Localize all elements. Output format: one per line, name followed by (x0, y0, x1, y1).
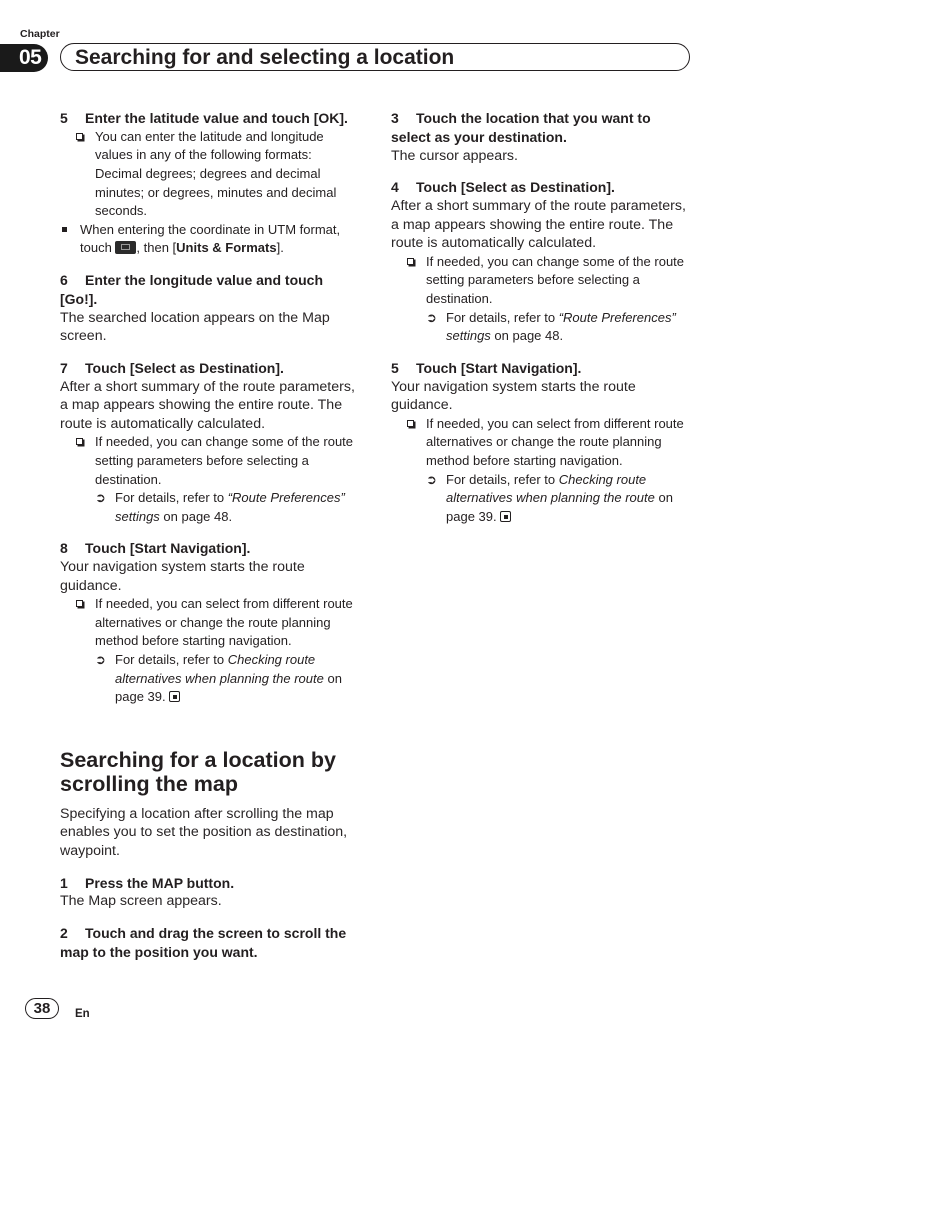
step-4-select-destination (391, 178, 691, 346)
step-heading: 6 Enter the longitude value and touch [Go!]. (60, 271, 324, 307)
step-3-touch-location (391, 109, 691, 165)
note-box-icon (76, 438, 83, 445)
note-box-icon (407, 258, 414, 265)
arrow-right-icon: ➲ (426, 471, 437, 487)
step-heading: 2 Touch and drag the screen to scroll the map to the position you want. (60, 925, 347, 960)
step-2-drag-map (60, 924, 360, 962)
section-intro: Specifying a location after scrolling the map enables you to set the position as destination, waypoint. (60, 805, 348, 860)
step-body: The cursor appears. (391, 147, 518, 164)
step-body: Your navigation system starts the route guidance. (60, 559, 305, 594)
step-5-latitude (60, 109, 360, 258)
cross-reference: ➲ For details, refer to Checking route alternatives when planning the route on page 39. (95, 652, 342, 705)
step-7-select-destination (60, 359, 360, 527)
chapter-label: Chapter (20, 28, 60, 40)
step-heading: 7 Touch [Select as Destination]. (60, 359, 284, 376)
note-box-icon (76, 600, 83, 607)
note: If needed, you can change some of the route setting parameters before selecting a destination. (60, 433, 360, 489)
step-body: The searched location appears on the Map screen. (60, 309, 330, 345)
step-heading: 5 Enter the latitude value and touch [OK]. (60, 110, 348, 126)
note-box-icon (76, 133, 83, 140)
square-bullet-icon (62, 227, 67, 232)
menu-button-icon (115, 241, 136, 254)
right-column (391, 109, 691, 526)
chapter-title: Searching for and selecting a location (75, 46, 455, 69)
language-label: En (75, 1008, 90, 1020)
step-5-start-navigation (391, 359, 691, 527)
cross-reference: ➲ For details, refer to “Route Preferences” settings on page 48. (426, 309, 676, 344)
step-body: Your navigation system starts the route guidance. (391, 378, 636, 414)
chapter-title-bar (60, 43, 690, 71)
section-end-icon (500, 511, 511, 522)
bullet-item: When entering the coordinate in UTM format, touch , then [Units & Formats]. (60, 221, 360, 258)
note: If needed, you can select from different route alternatives or change the route planning method before starting navigation. (391, 415, 691, 471)
cross-reference: ➲ For details, refer to “Route Preferences” settings on page 48. (95, 490, 345, 524)
chapter-number: 05 (0, 44, 48, 72)
cross-reference: ➲ For details, refer to Checking route alternatives when planning the route on page 39. (426, 471, 673, 524)
arrow-right-icon: ➲ (426, 309, 437, 325)
page-number: 38 (25, 998, 59, 1019)
step-body: The Map screen appears. (60, 893, 222, 910)
step-heading: 5 Touch [Start Navigation]. (391, 359, 582, 376)
step-body: After a short summary of the route parameters, a map appears showing the entire route. The route is automatically calculated. (391, 197, 686, 252)
step-heading: 3 Touch the location that you want to select as your destination. (391, 110, 651, 145)
arrow-right-icon: ➲ (95, 652, 106, 668)
step-heading: 1 Press the MAP button. (60, 874, 235, 891)
step-6-longitude (60, 271, 360, 346)
section-title: Searching for a location by scrolling the map (60, 747, 336, 797)
step-1-press-map (60, 874, 360, 911)
step-heading: 8 Touch [Start Navigation]. (60, 540, 251, 557)
step-body: After a short summary of the route parameters, a map appears showing the entire route. The route is automatically calculated. (60, 378, 355, 432)
note-box-icon (407, 420, 414, 427)
note: If needed, you can change some of the route setting parameters before selecting a destination. (391, 253, 691, 309)
step-8-start-navigation (60, 539, 360, 707)
note: You can enter the latitude and longitude values in any of the following formats: Decimal degrees; degrees and decimal minutes; or degrees, minutes and decimal seconds. (60, 128, 360, 221)
arrow-right-icon: ➲ (95, 490, 106, 506)
note: If needed, you can select from different route alternatives or change the route planning method before starting navigation. (60, 595, 360, 651)
left-column (60, 109, 360, 962)
section-end-icon (169, 691, 180, 702)
step-heading: 4 Touch [Select as Destination]. (391, 179, 615, 196)
section-scroll-map (60, 748, 360, 861)
